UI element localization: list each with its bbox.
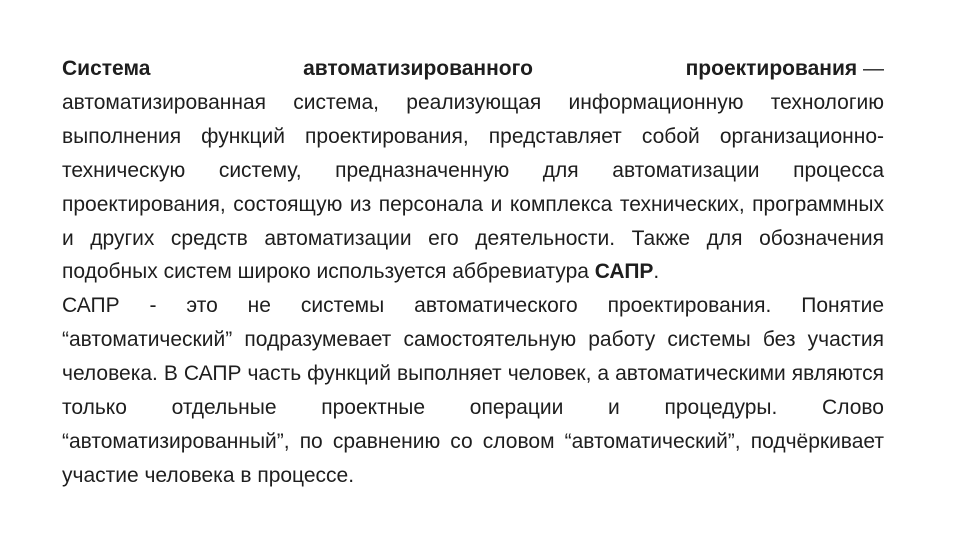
definition-term-line xyxy=(62,52,884,86)
clarification-paragraph: САПР - это не системы автоматического проектирования. Понятие “автоматический” подразумевает самостоятельную работу системы без участия человека. В САПР часть функций выполняет человек, а автоматическими являются только отдельные проектные операции и процедуры. Слово “автоматизированный”, по сравнению со словом “автоматический”, подчёркивает участие человека в процессе. xyxy=(62,294,884,487)
definition-end-punct: . xyxy=(653,260,660,284)
term-word-design: проектирования xyxy=(685,57,858,80)
term-word-automated: автоматизированного xyxy=(303,57,533,80)
term-word-system: Система xyxy=(62,57,151,80)
term-word-design-with-dash xyxy=(686,52,884,86)
definition-text-block xyxy=(62,52,884,493)
definition-paragraph xyxy=(62,52,884,289)
definition-body: автоматизированная система, реализующая информационную технологию выполнения функций проектирования, представляет собой организационно-техническую систему, предназначенную для автоматизации процесса проектирования, состоящую из персонала и комплекса технических, программных и других средств автоматизации его деятельности. Также для обозначения подобных систем широко используется аббревиатура xyxy=(62,90,884,284)
em-dash: — xyxy=(863,57,884,80)
abbreviation-sapr: САПР xyxy=(594,260,654,284)
